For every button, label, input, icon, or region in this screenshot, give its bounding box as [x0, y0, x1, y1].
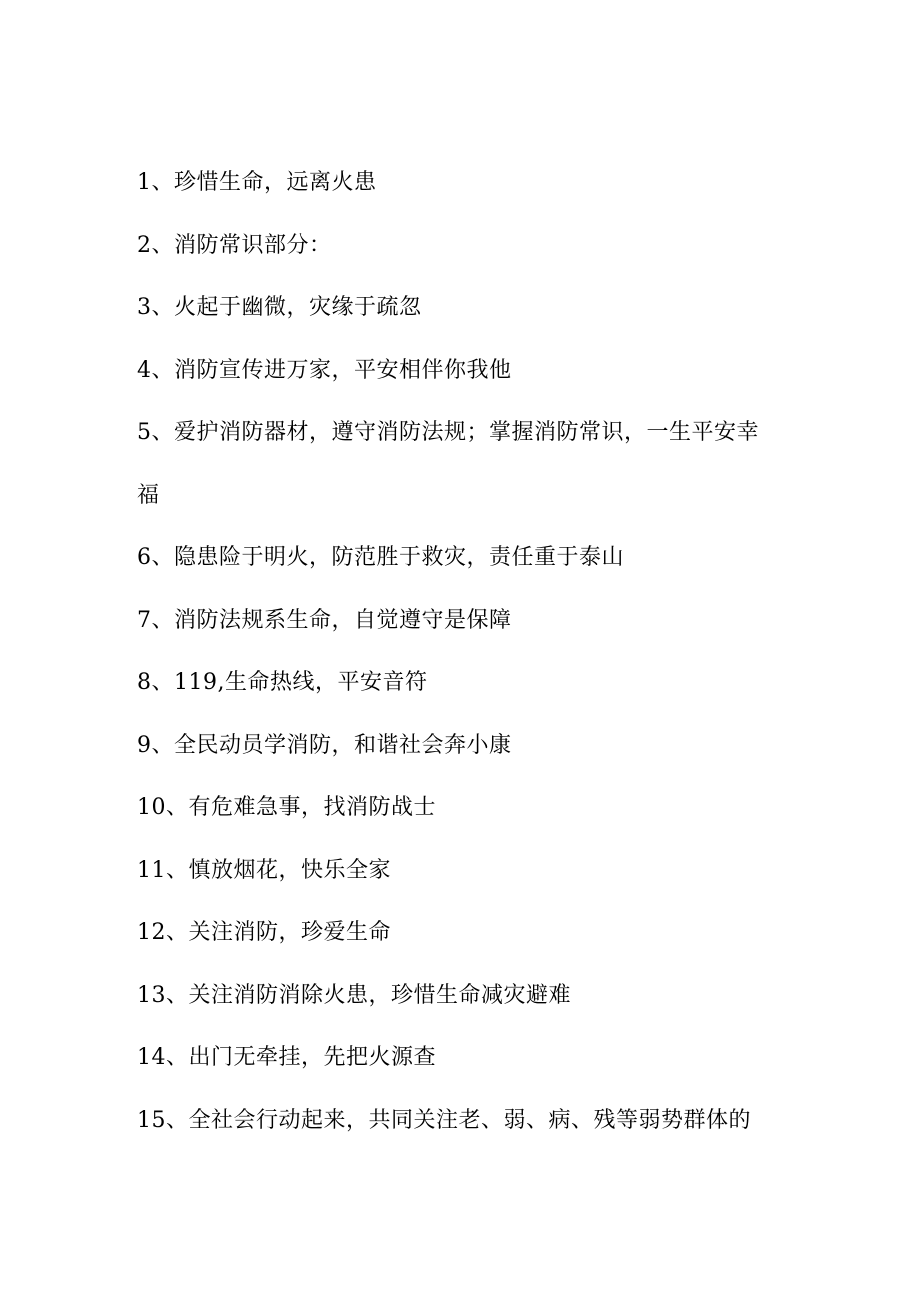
text-line-13: 13、关注消防消除火患，珍惜生命减灾避难 — [137, 982, 571, 1008]
document-body — [137, 152, 787, 1152]
text-line-7: 7、消防法规系生命，自觉遵守是保障 — [137, 607, 512, 633]
text-line-6: 6、隐患险于明火，防范胜于救灾，责任重于泰山 — [137, 545, 624, 570]
text-line-9: 9、全民动员学消防，和谐社会奔小康 — [137, 732, 512, 758]
text-line-10: 10、有危难急事，找消防战士 — [137, 795, 436, 820]
text-line-2: 2、消防常识部分： — [137, 232, 332, 258]
text-line-11: 11、慎放烟花，快乐全家 — [137, 857, 391, 883]
text-line-14: 14、出门无牵挂，先把火源查 — [137, 1045, 436, 1070]
text-line-12: 12、关注消防，珍爱生命 — [137, 920, 391, 945]
text-line-8: 8、119,生命热线，平安音符 — [137, 670, 428, 695]
text-line-5-continued: 福 — [137, 482, 160, 508]
text-line-5: 5、爱护消防器材，遵守消防法规；掌握消防常识，一生平安幸 — [137, 420, 759, 445]
text-line-15: 15、全社会行动起来，共同关注老、弱、病、残等弱势群体的 — [137, 1107, 751, 1133]
text-line-1: 1、珍惜生命，远离火患 — [137, 170, 377, 195]
text-line-4: 4、消防宣传进万家，平安相伴你我他 — [137, 357, 512, 383]
text-line-3: 3、火起于幽微，灾缘于疏忽 — [137, 295, 422, 320]
